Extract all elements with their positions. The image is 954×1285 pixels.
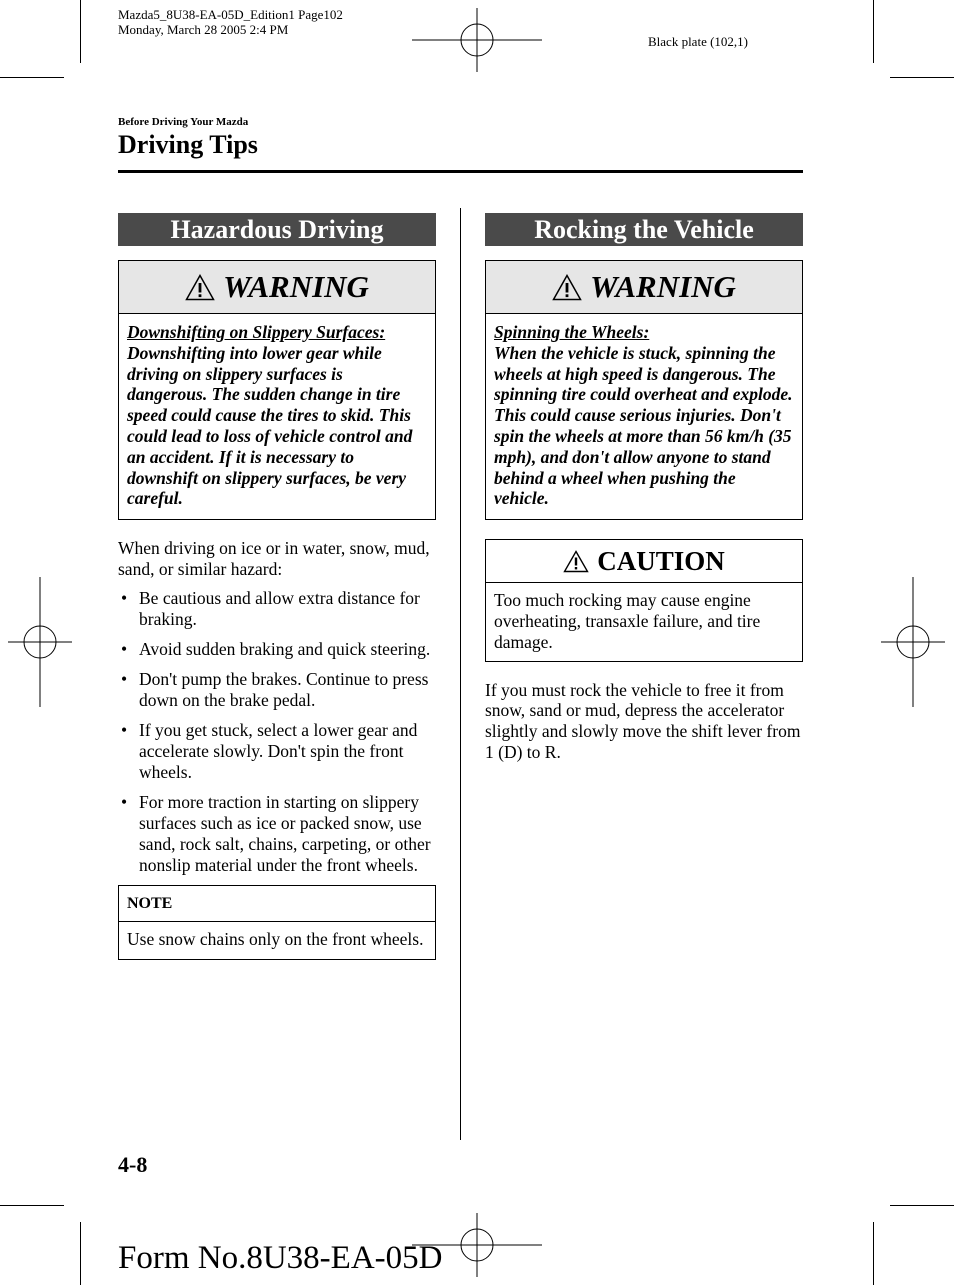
form-number: Form No.8U38-EA-05D	[118, 1240, 443, 1276]
note-box	[118, 885, 436, 960]
list-item-text: Be cautious and allow extra distance for braking.	[139, 587, 420, 629]
note-text: Use snow chains only on the front wheels.	[127, 929, 424, 950]
section-label: Before Driving Your Mazda	[118, 116, 249, 128]
caution-label: CAUTION	[597, 545, 725, 576]
page-number: 4-8	[118, 1152, 148, 1177]
left-column	[118, 213, 436, 960]
registration-mark-icon	[8, 577, 72, 707]
tips-list	[118, 588, 436, 876]
crop-mark	[0, 1205, 64, 1206]
crop-mark	[873, 1222, 874, 1285]
warning-header	[486, 261, 802, 314]
note-label: NOTE	[119, 886, 435, 922]
warning-triangle-icon	[563, 550, 589, 573]
caution-box	[485, 539, 803, 661]
warning-title: Spinning the Wheels:	[494, 322, 650, 342]
warning-triangle-icon	[185, 274, 215, 301]
warning-box	[118, 260, 436, 520]
crop-mark	[0, 77, 64, 78]
header-rule	[118, 170, 803, 173]
crop-mark	[80, 0, 81, 63]
list-item-text: Don't pump the brakes. Continue to press down on the brake pedal.	[139, 669, 429, 710]
print-info	[118, 7, 343, 37]
list-item	[118, 639, 436, 660]
column-divider	[460, 208, 461, 1140]
bullet-icon: •	[121, 587, 128, 608]
chapter-title: Driving Tips	[118, 130, 258, 159]
caution-text: Too much rocking may cause engine overheating, transaxle failure, and tire damage.	[494, 590, 761, 652]
warning-text: Downshifting into lower gear while driving on slippery surfaces is dangerous. The sudden change in tire speed could cause the tires to skid. This could lead to loss of vehicle control and an accident. If it is necessary to downshift on slippery surfaces, be very careful.	[127, 342, 413, 509]
bullet-icon: •	[121, 669, 128, 690]
right-column	[485, 213, 803, 763]
list-item-text: If you get stuck, select a lower gear and accelerate slowly. Don't spin the front wheels.	[139, 720, 418, 782]
bullet-icon: •	[121, 792, 128, 813]
warning-title: Downshifting on Slippery Surfaces:	[127, 322, 386, 342]
crop-mark	[890, 77, 954, 78]
list-item	[118, 588, 436, 630]
bullet-icon: •	[121, 720, 128, 741]
warning-body	[119, 314, 435, 519]
list-item	[118, 669, 436, 711]
rocking-paragraph: If you must rock the vehicle to free it from snow, sand or mud, depress the accelerator slightly and slowly move the shift lever from 1 (D) to R.	[485, 679, 801, 762]
list-item-text: For more traction in starting on slippery surfaces such as ice or packed snow, use sand, rock salt, chains, carpeting, or other nonslip material under the front wheels.	[139, 792, 431, 875]
section-heading-rocking-the-vehicle: Rocking the Vehicle	[485, 213, 803, 246]
warning-triangle-icon	[552, 274, 582, 301]
warning-body	[486, 314, 802, 519]
warning-text: When the vehicle is stuck, spinning the wheels at high speed is dangerous. The spinning tire could overheat and explode. This could cause serious injuries. Don't spin the wheels at more than 56 km/h (35 mph), and don't allow anyone to stand behind a wheel when pushing the vehicle.	[494, 342, 793, 509]
crop-mark	[873, 0, 874, 63]
crop-mark	[80, 1222, 81, 1285]
caution-header	[486, 540, 802, 583]
crop-mark	[890, 1205, 954, 1206]
section-heading-hazardous-driving: Hazardous Driving	[118, 213, 436, 246]
registration-mark-icon	[412, 8, 542, 72]
intro-paragraph: When driving on ice or in water, snow, mud, sand, or similar hazard:	[118, 538, 430, 579]
warning-box	[485, 260, 803, 520]
list-item	[118, 792, 436, 875]
registration-mark-icon	[881, 577, 945, 707]
plate-label: Black plate (102,1)	[648, 34, 748, 49]
list-item	[118, 720, 436, 782]
print-info-line2: Monday, March 28 2005 2:4 PM	[118, 22, 289, 37]
warning-label: WARNING	[590, 269, 736, 304]
bullet-icon: •	[121, 638, 128, 659]
warning-header	[119, 261, 435, 314]
print-info-line1: Mazda5_8U38-EA-05D_Edition1 Page102	[118, 7, 343, 22]
list-item-text: Avoid sudden braking and quick steering.	[139, 638, 431, 659]
warning-label: WARNING	[223, 269, 369, 304]
